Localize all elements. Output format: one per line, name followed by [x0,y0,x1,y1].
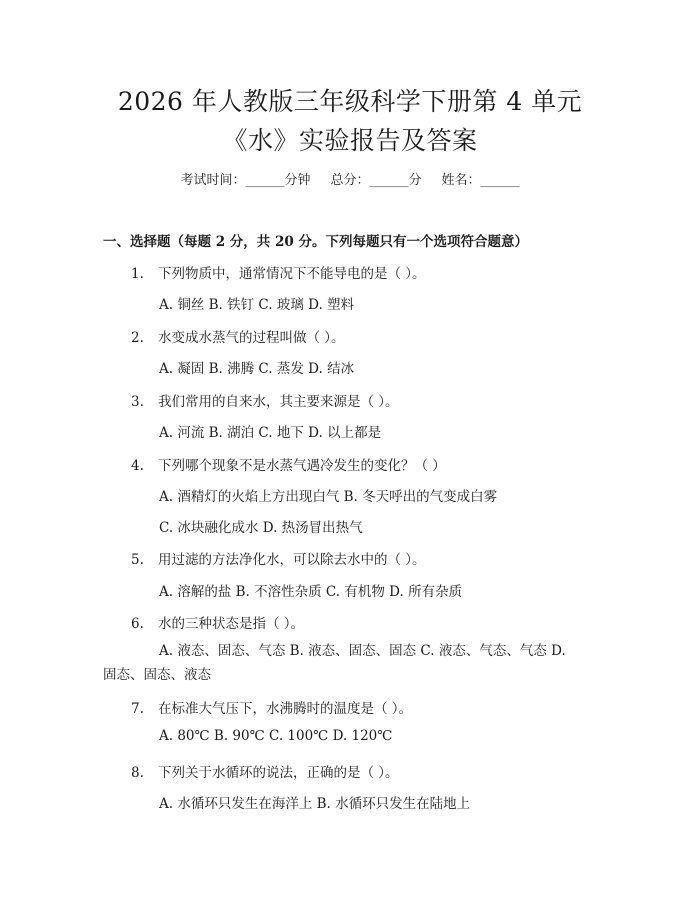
question-options: A. 液态、固态、气态 B. 液态、固态、固态 C. 液态、气态、气态 D. 固态、固态、液态 [103,643,566,683]
question [131,454,446,474]
question-options: A. 河流 B. 湖泊 C. 地下 D. 以上都是 [159,425,382,441]
question [131,390,399,410]
question [131,612,304,632]
question-options: A. 溶解的盐 B. 不溶性杂质 C. 有机物 D. 所有杂质 [159,584,463,600]
question-number: 5. [131,552,144,568]
question-text: 下列关于水循环的说法，正确的是（ ）。 [158,765,399,781]
question-text: 下列物质中，通常情况下不能导电的是（ ）。 [158,266,426,282]
question-text: 水的三种状态是指（ ）。 [158,616,305,632]
question-options: A. 80℃ B. 90℃ C. 100℃ D. 120℃ [159,728,393,744]
title-line-2: 《水》实验报告及答案 [222,126,478,155]
question-number: 4. [131,458,144,474]
question-text: 下列哪个现象不是水蒸气遇冷发生的变化？（ ） [158,458,446,474]
question-options: A. 铜丝 B. 铁钉 C. 玻璃 D. 塑料 [159,297,355,313]
question-options: A. 酒精灯的火焰上方出现白气 B. 冬天呼出的气变成白雾 [159,489,498,505]
exam-time: 考试时间：______分钟 [180,173,311,188]
question-number: 1. [131,266,144,282]
question [131,326,345,346]
question [131,761,399,781]
exam-meta [0,169,700,188]
question-number: 3. [131,394,144,410]
question-number: 6. [131,616,144,632]
question-text: 在标准大气压下，水沸腾时的温度是（ ）。 [158,701,413,717]
total-score: 总分：______分 [330,173,422,188]
question-number: 2. [131,330,144,346]
question-text: 用过滤的方法净化水，可以除去水中的（ ）。 [158,552,426,568]
question [131,697,412,717]
question-number: 7. [131,701,144,717]
question-options: A. 水循环只发生在海洋上 B. 水循环只发生在陆地上 [159,796,471,812]
question-text: 水变成水蒸气的过程叫做（ ）。 [158,330,345,346]
question-text: 我们常用的自来水，其主要来源是（ ）。 [158,394,399,410]
question-number: 8. [131,765,144,781]
question-options: C. 冰块融化成水 D. 热汤冒出热气 [159,520,363,536]
question [131,548,426,568]
student-name: 姓名：______ [441,173,520,188]
question-options: A. 凝固 B. 沸腾 C. 蒸发 D. 结冰 [159,361,355,377]
section-heading: 一、选择题（每题 2 分，共 20 分。下列每题只有一个选项符合题意） [103,234,528,250]
question [131,262,426,282]
title-line-1: 2026 年人教版三年级科学下册第 4 单元 [117,87,583,116]
